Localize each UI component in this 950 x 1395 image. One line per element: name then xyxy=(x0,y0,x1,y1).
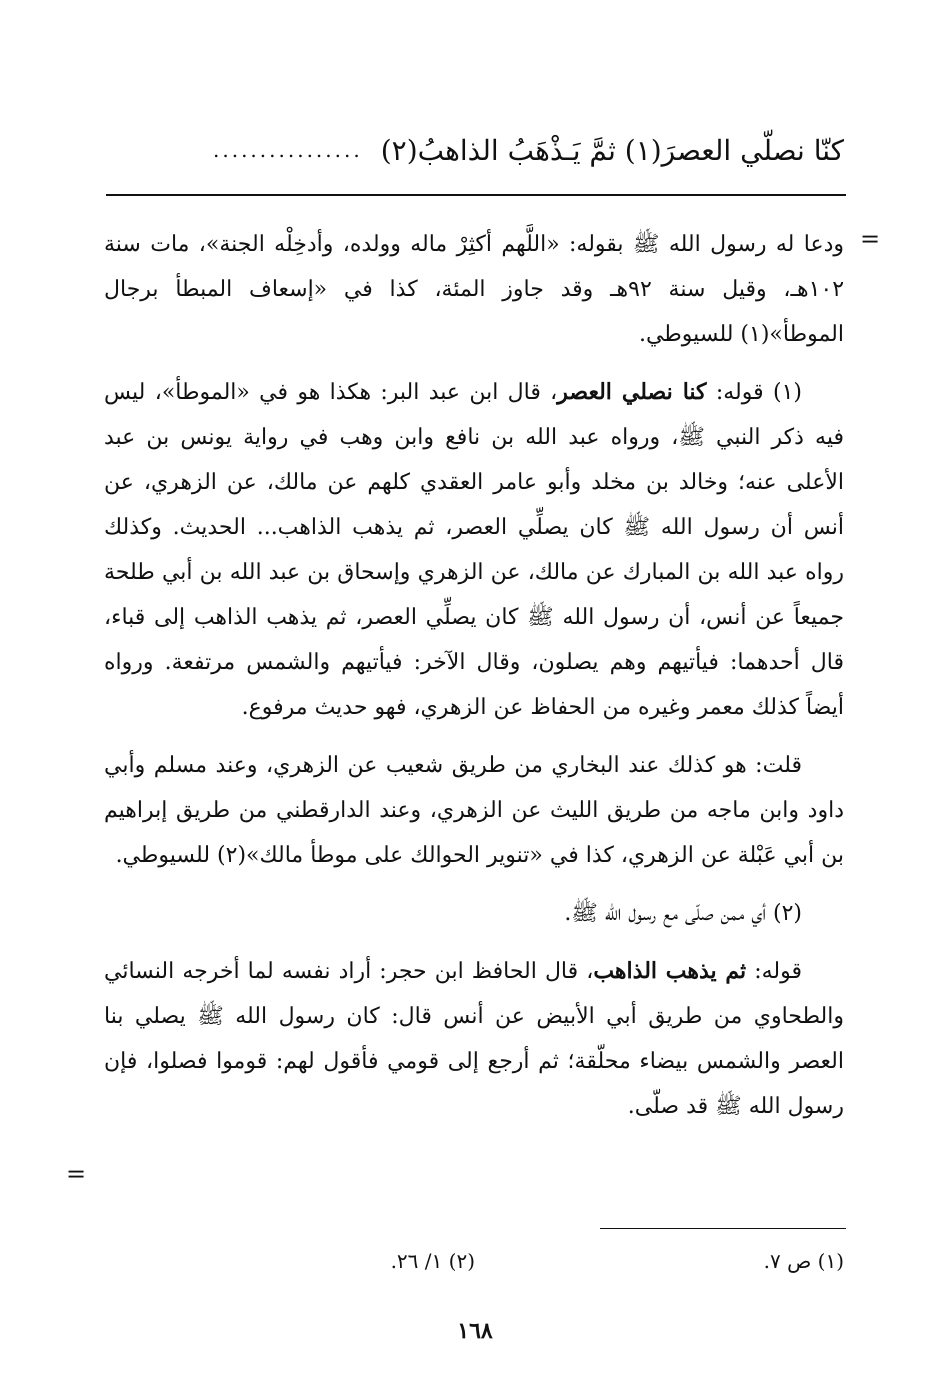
paragraph-note-1 xyxy=(104,370,844,730)
running-header xyxy=(104,128,844,172)
text-segment: قلت: هو كذلك عند البخاري من طريق شعيب عن الزهري، وعند مسلم وأبي داود وابن ماجه من طريق الليث عن الزهري، وعند الدارقطني من طريق إبراهيم بن أبي عَبْلة عن الزهري، كذا في «تنوير الحوالك على موطأ مالك»(٢) للسيوطي. xyxy=(104,753,844,868)
text-segment: قوله: xyxy=(746,959,802,984)
text-segment: (٢) أي ممن صلّى مع رسول الله ﷺ. xyxy=(564,901,802,926)
continuation-mark-top: = xyxy=(860,225,881,253)
paragraph-continued-bio xyxy=(104,222,844,357)
header-rule xyxy=(106,194,846,196)
footnote-rule xyxy=(600,1228,846,1229)
text-segment: ، قال الحافظ ابن حجر: أراد نفسه لما أخرجه النسائي والطحاوي من طريق أبي الأبيض عن أنس قال: كان رسول الله ﷺ يصلي بنا العصر والشمس بيضاء محلّقة؛ ثم أرجع إلى قومي فأقول لهم: قوموا فصلوا، فإن رسول الله ﷺ قد صلّى. xyxy=(104,959,844,1119)
continuation-mark-bottom: = xyxy=(66,1160,87,1188)
header-title: كنّا نصلّي العصرَ(١) ثمَّ يَـذْهَبُ الذاهبُ(٢) xyxy=(380,133,844,167)
paragraph-qawluhu xyxy=(104,949,844,1129)
paragraph-qultu xyxy=(104,743,844,878)
bold-lemma: ثم يذهب الذاهب xyxy=(593,958,747,984)
page-body xyxy=(104,222,844,1142)
paragraph-note-2 xyxy=(104,891,844,936)
text-segment: ، قال ابن عبد البر: هكذا هو في «الموطأ»، ليس فيه ذكر النبي ﷺ، ورواه عبد الله بن نافع وابن وهب في رواية يونس بن عبد الأعلى عنه؛ وخالد بن مخلد وأبو عامر العقدي كلهم عن مالك، عن الزهري، عن أنس أن رسول الله ﷺ كان يصلِّي العصر، ثم يذهب الذاهب... الحديث. وكذلك رواه عبد الله بن المبارك عن مالك، عن الزهري وإسحاق بن عبد الله بن أبي طلحة جميعاً عن أنس، أن رسول الله ﷺ كان يصلِّي العصر، ثم يذهب الذاهب إلى قباء، قال أحدهما: فيأتيهم وهم يصلون، وقال الآخر: فيأتيهم والشمس مرتفعة. ورواه أيضاً كذلك معمر وغيره من الحفاظ عن الزهري، فهو حديث مرفوع. xyxy=(104,380,844,720)
footnote-2: (٢) ١/ ٢٦. xyxy=(390,1249,475,1273)
page-number: ١٦٨ xyxy=(457,1318,493,1344)
text-segment: (١) قوله: xyxy=(706,380,802,405)
text-segment: ودعا له رسول الله ﷺ بقوله: «اللَّهم أكثِرْ ماله وولده، وأدخِلْه الجنة»، مات سنة ١٠٢هـ، وقيل سنة ٩٢هـ وقد جاوز المئة، كذا في «إسعاف المبطأ برجال الموطأ»(١) للسيوطي. xyxy=(104,232,845,347)
header-dot-leader: ................ xyxy=(213,138,363,162)
footnote-1: (١) ص ٧. xyxy=(763,1249,844,1273)
bold-lemma: كنا نصلي العصر xyxy=(557,379,707,405)
